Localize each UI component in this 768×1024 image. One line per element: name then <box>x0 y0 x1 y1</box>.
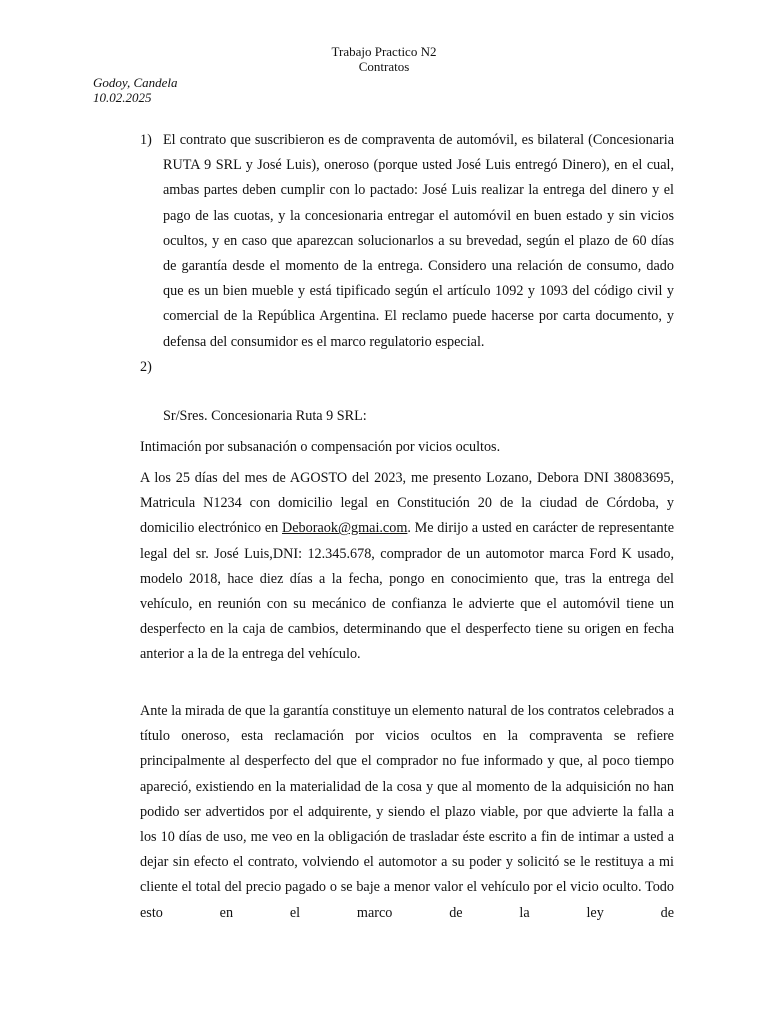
paragraph-1-start: A los 25 días del mes de AGOSTO del 2023, me presento Lozano, Debora DNI 38083695, Matricula N1234 con domicilio legal en Constitución 20 de la ciudad de Córdoba, y domicilio electrónico en <box>140 470 674 537</box>
author-name: Godoy, Candela <box>93 75 178 90</box>
doc-subtitle: Contratos <box>358 59 410 74</box>
answer-1 <box>140 128 674 355</box>
letter-paragraph-2: Ante la mirada de que la garantía constituye un elemento natural de los contratos celebrados a título oneroso, esta reclamación por vicios ocultos en la compraventa se refiere principalmente al desperfecto del que el comprador no fue informado y que, al poco tiempo apareció, existiendo en la materialidad de la cosa y que al momento de la adquisición no han podido ser advertidos por el adquirente, y siendo el plazo viable, por que advierte la falla a los 10 días de uso, me veo en la obligación de trasladar éste escrito a fin de intimar a usted a dejar sin efecto el contrato, volviendo el automotor a su poder y solicitó se le restituya a mi cliente el total del precio pagado o se baje a menor valor el vehículo por el vicio oculto. Todo esto en el marco de la ley de <box>140 703 674 921</box>
answer-1-number: 1) <box>140 132 152 148</box>
doc-date: 10.02.2025 <box>93 90 152 105</box>
doc-title: Trabajo Practico N2 <box>331 44 437 59</box>
letter-subject: Intimación por subsanación o compensación por vicios ocultos. <box>140 439 501 455</box>
email-link[interactable]: Deboraok@gmai.com <box>282 520 408 537</box>
letter-salutation: Sr/Sres. Concesionaria Ruta 9 SRL: <box>163 408 367 424</box>
answer-1-text: El contrato que suscribieron es de compraventa de automóvil, es bilateral (Concesionaria RUTA 9 SRL y José Luis), oneroso (porque usted José Luis entregó Dinero), en el cual, ambas partes deben cumplir con lo pactado: José Luis realizar la entrega del dinero y el pago de las cuotas, y la concesionaria entregar el automóvil en buen estado y sin vicios ocultos, y en caso que aparezcan solucionarlos a su brevedad, según el plazo de 60 días de garantía desde el momento de la entrega. Considero una relación de consumo, dado que es un bien mueble y está tipificado según el artículo 1092 y 1093 del código civil y comercial de la República Argentina. El reclamo puede hacerse por carta documento, y defensa del consumidor es el marco regulatorio especial. <box>163 132 674 350</box>
answers-list <box>140 128 674 380</box>
paragraph-1-end: . Me dirijo a usted en carácter de representante legal del sr. José Luis,DNI: 12.345.678, comprador de un automotor marca Ford K usado, modelo 2018, hace diez días a la fecha, pongo en conocimiento que, tras la entrega del vehículo, en reunión con su mecánico de confianza le advierte que el automóvil tiene un desperfecto en la caja de cambios, determinando que el desperfecto tiene su origen en fecha anterior a la de la entrega del vehículo. <box>140 520 674 663</box>
letter-paragraph-1 <box>140 466 674 668</box>
answer-2-number: 2) <box>140 358 152 375</box>
answer-2 <box>140 355 674 380</box>
